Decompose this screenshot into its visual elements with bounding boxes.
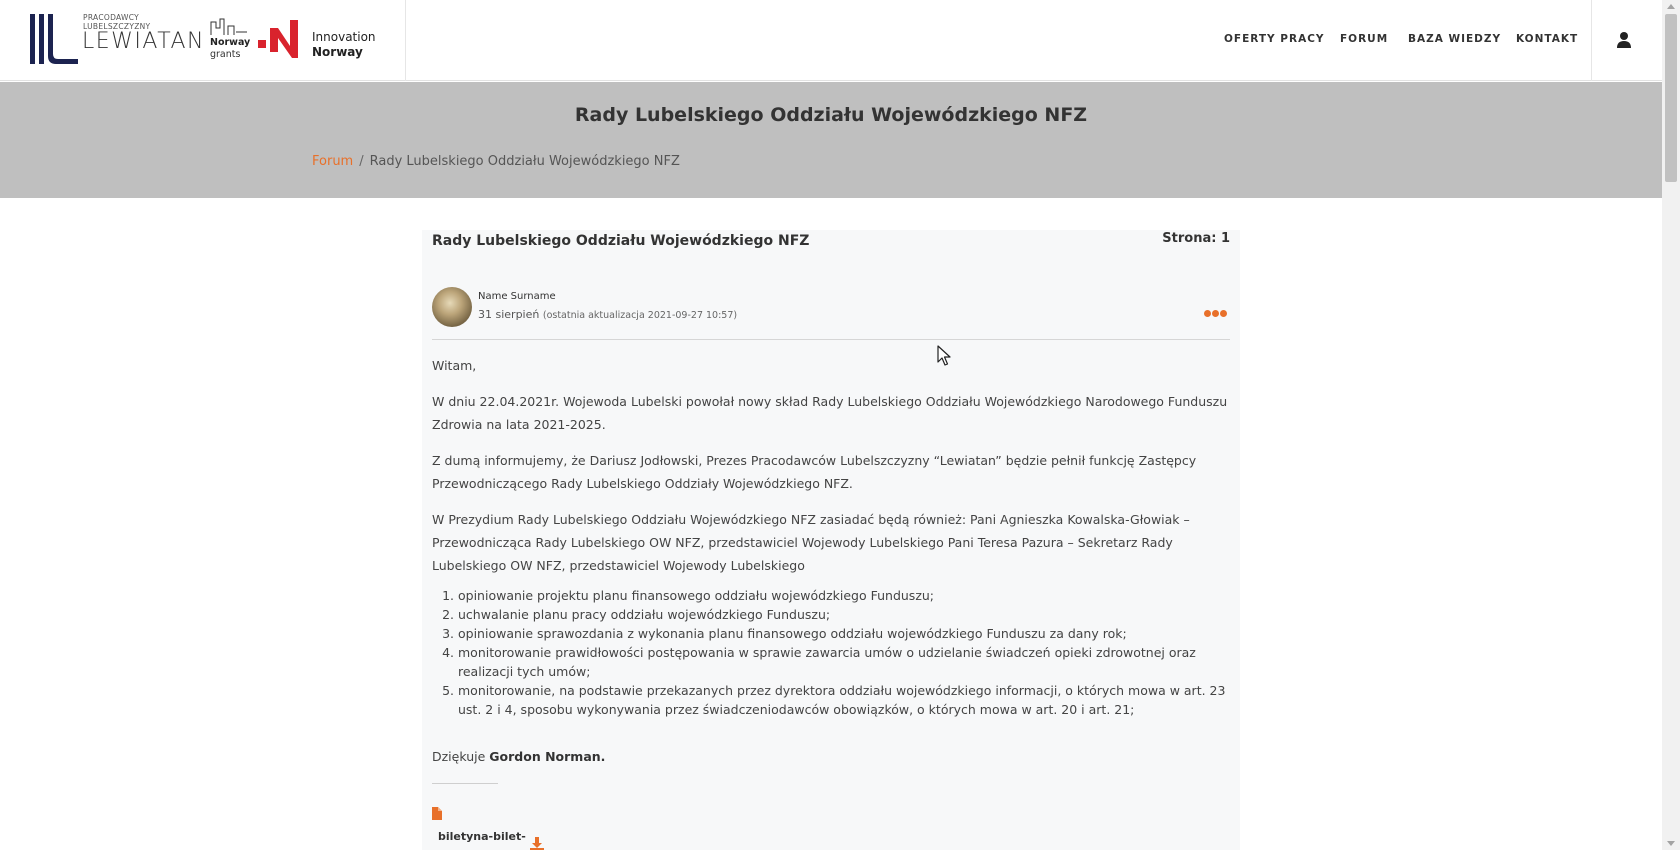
- scroll-up-arrow-icon[interactable]: [1667, 4, 1675, 9]
- innovation-norway-sublabel: Norway: [312, 45, 363, 59]
- nav-link-kontakt[interactable]: KONTAKT: [1516, 33, 1579, 45]
- list-item: 3. opiniowanie sprawozdania z wykonania planu finansowego oddziału wojewódzkiego Funduszu za dany rok;: [458, 624, 1232, 643]
- breadcrumb-current: Rady Lubelskiego Oddziału Wojewódzkiego NFZ: [369, 154, 680, 169]
- post-paragraph: Witam,: [432, 358, 477, 373]
- signature-prefix: Dziękuje: [432, 749, 486, 764]
- page-scrollbar[interactable]: [1662, 0, 1680, 850]
- post-updated: (ostatnia aktualizacja 2021-09-27 10:57): [542, 310, 738, 321]
- post-paragraph: W Prezydium Rady Lubelskiego Oddziału Wojewódzkiego NFZ zasiadać będą również: Pani Agnieszka Kowalska-Głowiak – Przewodnicząca Rady Lubelskiego OW NFZ, przedstawiciel Wojewody Lubelskiego Pani Teresa Pazura – Sekretarz Rady Lubelskiego OW NFZ, przedstawiciel Wojewody Lubelskiego: [432, 512, 1190, 573]
- list-item: 4. monitorowanie prawidłowości postępowania w sprawie zawarcia umów o udzielanie świadczeń opieki zdrowotnej oraz realizacji tych umów;: [458, 643, 1232, 681]
- signature-divider: [432, 783, 498, 784]
- post-signature: [432, 749, 605, 764]
- innovation-norway-label: Innovation: [312, 30, 376, 44]
- lewiatan-tagline: PRACODAWCY LUBELSZCZYZNY: [83, 13, 151, 31]
- norway-grants-logo-mark: [210, 18, 248, 36]
- nav-link-baza-wiedzy[interactable]: BAZA WIEDZY: [1408, 33, 1502, 45]
- norway-grants-sublabel: grants: [210, 49, 241, 60]
- post-title: Rady Lubelskiego Oddziału Wojewódzkiego NFZ: [432, 233, 810, 249]
- more-dots-icon[interactable]: [1204, 302, 1230, 312]
- post-date-value: 31 sierpień: [478, 308, 540, 321]
- page-title: Rady Lubelskiego Oddziału Wojewódzkiego NFZ: [574, 104, 1088, 126]
- nav-divider: [1591, 0, 1592, 81]
- nav-link-oferty-pracy[interactable]: OFERTY PRACY: [1224, 33, 1325, 45]
- page-hero: [0, 82, 1662, 198]
- scrollbar-thumb[interactable]: [1665, 14, 1677, 182]
- forum-post: [422, 230, 1240, 850]
- file-icon: [432, 807, 442, 820]
- duties-list: [458, 586, 1232, 719]
- page-number: Strona: 1: [1162, 231, 1230, 246]
- nav-link-forum[interactable]: FORUM: [1340, 33, 1389, 45]
- lewiatan-logo-mark: [28, 14, 80, 66]
- list-item: 2. uchwalanie planu pracy oddziału wojewódzkiego Funduszu;: [458, 605, 1232, 624]
- mouse-cursor-icon: [937, 345, 953, 367]
- scroll-down-arrow-icon[interactable]: [1667, 841, 1675, 846]
- author-name[interactable]: Name Surname: [478, 291, 556, 302]
- user-icon[interactable]: [1614, 30, 1634, 50]
- post-date: [478, 308, 737, 321]
- signature-name: Gordon Norman.: [489, 749, 606, 764]
- attachment-name[interactable]: biletyna-bilet-: [438, 830, 526, 843]
- post-paragraph: Z dumą informujemy, że Dariusz Jodłowski, Prezes Pracodawców Lubelszczyzny “Lewiatan” będzie pełnił funkcję Zastępcy Przewodniczącego Rady Lubelskiego Oddziały Wojewódzkiego NFZ.: [432, 453, 1197, 491]
- divider: [432, 339, 1230, 340]
- innovation-norway-logo-mark: [258, 20, 302, 58]
- lewiatan-wordmark: LEWIATAN: [82, 29, 205, 54]
- list-item: 1. opiniowanie projektu planu finansowego oddziału wojewódzkiego Funduszu;: [458, 586, 1232, 605]
- post-body: [432, 354, 1232, 719]
- breadcrumb-separator: /: [359, 154, 364, 169]
- breadcrumb: [312, 154, 680, 169]
- breadcrumb-link-forum[interactable]: Forum: [312, 154, 354, 169]
- partner-logos[interactable]: [0, 0, 406, 81]
- avatar[interactable]: [432, 287, 472, 327]
- norway-grants-label: Norway: [210, 37, 251, 48]
- download-icon[interactable]: [530, 837, 544, 850]
- top-navigation-bar: [0, 0, 1662, 81]
- list-item: 5. monitorowanie, na podstawie przekazanych przez dyrektora oddziału wojewódzkiego informacji, o których mowa w art. 23 ust. 2 i 4, sposobu wykonywania przez świadczeniodawców obowiązków, o których mowa w art. 20 i art. 21;: [458, 681, 1232, 719]
- post-paragraph: W dniu 22.04.2021r. Wojewoda Lubelski powołał nowy skład Rady Lubelskiego Oddziału Wojewódzkiego Narodowego Funduszu Zdrowia na lata 2021-2025.: [432, 394, 1228, 432]
